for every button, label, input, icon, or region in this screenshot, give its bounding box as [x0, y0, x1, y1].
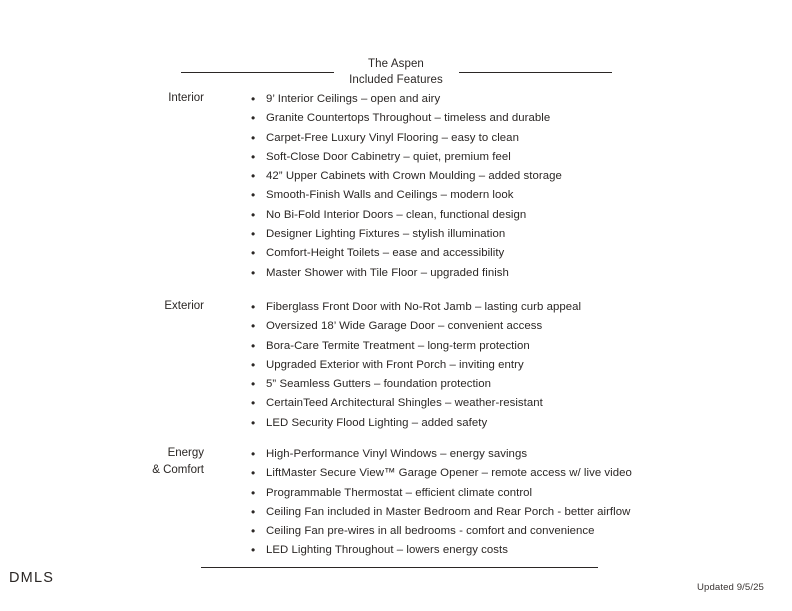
list-item-text: Master Shower with Tile Floor – upgraded finish: [266, 266, 509, 279]
list-item: [248, 167, 562, 186]
list-item-text: Soft-Close Door Cabinetry – quiet, premium feel: [266, 150, 511, 163]
list-item-text: 5” Seamless Gutters – foundation protection: [266, 378, 492, 391]
list-item: [248, 337, 581, 356]
bullet-icon: •: [251, 338, 256, 353]
list-item-text: 9’ Interior Ceilings – open and airy: [266, 93, 441, 105]
list-item: [248, 541, 632, 560]
list-item-text: Designer Lighting Fixtures – stylish illumination: [266, 228, 506, 241]
list-item-text: High-Performance Vinyl Windows – energy savings: [266, 448, 528, 460]
list-item-text: Bora-Care Termite Treatment – long-term protection: [266, 339, 530, 352]
list-item-text: CertainTeed Architectural Shingles – weather-resistant: [266, 397, 543, 410]
list-item: [248, 356, 581, 375]
list-item: [248, 414, 581, 433]
list-item: [248, 394, 581, 413]
bullet-icon: •: [251, 543, 256, 558]
list-item-text: Fiberglass Front Door with No-Rot Jamb – lasting curb appeal: [266, 301, 582, 313]
bullet-icon: •: [251, 227, 256, 242]
updated-date: Updated 9/5/25: [696, 582, 764, 593]
list-item-text: LED Security Flood Lighting – added safety: [266, 416, 488, 429]
bullet-icon: •: [251, 319, 256, 334]
bullet-icon: •: [251, 415, 256, 430]
bullet-icon: •: [251, 111, 256, 126]
list-item: [248, 317, 581, 336]
header-rule-left: [181, 72, 334, 73]
list-item-text: Oversized 18’ Wide Garage Door – convenient access: [266, 320, 543, 333]
header-rule-right: [459, 72, 612, 73]
list-item-text: Carpet-Free Luxury Vinyl Flooring – easy to clean: [266, 131, 519, 144]
bullet-icon: •: [251, 466, 256, 481]
section-label-energy-line2: & Comfort: [152, 464, 204, 476]
bullet-icon: •: [251, 149, 256, 164]
list-item-text: Ceiling Fan included in Master Bedroom and Rear Porch - better airflow: [266, 505, 631, 518]
footer-rule: [201, 567, 598, 568]
feature-list-energy: [248, 445, 632, 561]
list-item: [248, 109, 562, 128]
list-item: [248, 464, 632, 483]
section-label-exterior: Exterior: [164, 300, 204, 312]
list-item-text: No Bi-Fold Interior Doors – clean, functional design: [266, 208, 527, 221]
bullet-icon: •: [251, 504, 256, 519]
list-item: [248, 298, 581, 317]
list-item-text: Programmable Thermostat – efficient climate control: [266, 486, 533, 499]
bullet-icon: •: [251, 207, 256, 222]
feature-list-exterior: [248, 298, 581, 433]
list-item-text: Upgraded Exterior with Front Porch – inviting entry: [266, 358, 524, 371]
list-item: [248, 148, 562, 167]
bullet-icon: •: [251, 188, 256, 203]
list-item: [248, 225, 562, 244]
section-label-energy-line1: Energy: [167, 447, 204, 459]
bullet-icon: •: [251, 377, 256, 392]
list-item: [248, 503, 632, 522]
list-item: [248, 522, 632, 541]
list-item-text: 42” Upper Cabinets with Crown Moulding – added storage: [266, 170, 562, 183]
bullet-icon: •: [251, 524, 256, 539]
bullet-icon: •: [251, 357, 256, 372]
list-item-text: LED Lighting Throughout – lowers energy costs: [266, 544, 509, 557]
list-item-text: Smooth-Finish Walls and Ceilings – modern look: [266, 189, 514, 202]
bullet-icon: •: [251, 130, 256, 145]
list-item: [248, 264, 562, 283]
feature-list-interior: [248, 90, 562, 283]
document-header: [0, 56, 792, 88]
list-item-text: Comfort-Height Toilets – ease and accessibility: [266, 247, 505, 260]
list-item: [248, 186, 562, 205]
bullet-icon: •: [251, 246, 256, 261]
list-item: [248, 90, 562, 109]
page-subtitle: Included Features: [349, 74, 443, 86]
bullet-icon: •: [251, 265, 256, 280]
bullet-icon: •: [251, 447, 256, 461]
bullet-icon: •: [251, 169, 256, 184]
bullet-icon: •: [251, 92, 256, 106]
section-label-energy: [78, 445, 204, 479]
list-item: [248, 375, 581, 394]
section-label-interior: Interior: [168, 92, 204, 104]
list-item: [248, 206, 562, 225]
list-item-text: Ceiling Fan pre-wires in all bedrooms - comfort and convenience: [266, 525, 595, 538]
list-item: [248, 484, 632, 503]
bullet-icon: •: [251, 485, 256, 500]
bullet-icon: •: [251, 300, 256, 314]
list-item-text: LiftMaster Secure View™ Garage Opener – remote access w/ live video: [266, 467, 632, 480]
list-item: [248, 244, 562, 263]
list-item: [248, 445, 632, 464]
watermark: DMLS: [9, 570, 55, 586]
bullet-icon: •: [251, 396, 256, 411]
list-item-text: Granite Countertops Throughout – timeless and durable: [266, 112, 551, 125]
page-title: The Aspen: [368, 58, 424, 70]
list-item: [248, 129, 562, 148]
